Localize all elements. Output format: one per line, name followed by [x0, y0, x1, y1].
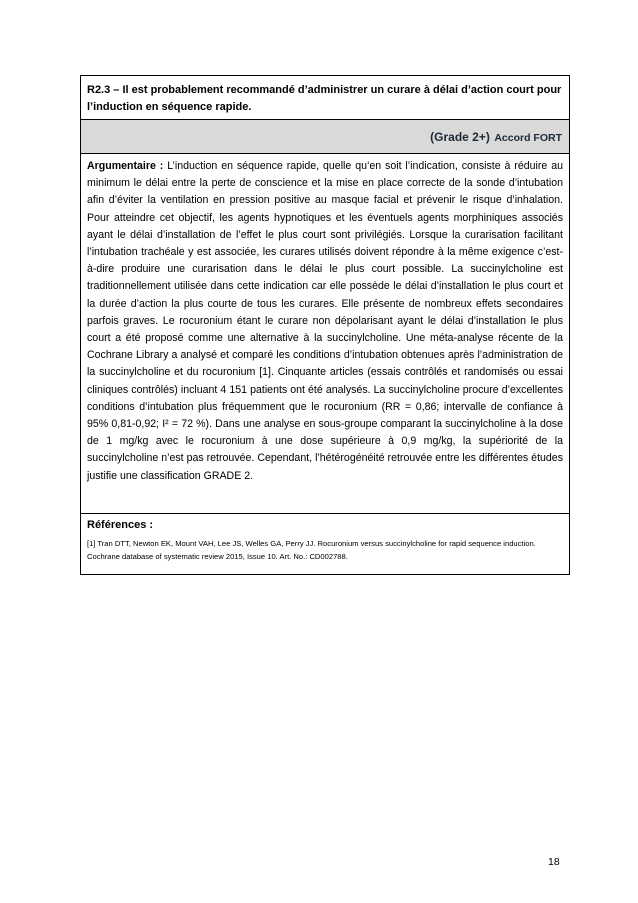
recommendation-table: [80, 75, 570, 575]
argumentaire-label: Argumentaire :: [87, 160, 164, 172]
recommendation-title-text: R2.3 – Il est probablement recommandé d’administrer un curare à délai d’action court pour l’induction en séquence rapide.: [87, 84, 562, 113]
references-section: [81, 514, 569, 574]
accord-label: Accord FORT: [494, 132, 562, 144]
recommendation-title: [81, 76, 569, 120]
reference-item: [1] Tran DTT, Newton EK, Mount VAH, Lee JS, Welles GA, Perry JJ. Rocuronium versus succinylcholine for rapid sequence induction. Cochrane database of systematic review 2015, Issue 10. Art. No.: CD002788.: [87, 539, 536, 561]
grade-label: (Grade 2+): [430, 130, 490, 144]
argumentaire-paragraph: [87, 158, 563, 485]
page-number: 18: [548, 856, 560, 868]
argumentaire-text: L’induction en séquence rapide, quelle qu’en soit l’indication, consiste à réduire au minimum le délai entre la perte de conscience et la mise en place correcte de la sonde d’intubation afin d’éviter la ventilation en pression positive au masque facial et prévenir le risque d’inhalation. Pour atteindre cet objectif, les agents hypnotiques et les éventuels agents morphiniques associés ayant le délai d’installation de l’effet le plus court sont privilégiés. Lorsque la curarisation facilitant l’intubation trachéale y est associée, les curares utilisés doivent répondre à la même exigence c’est-à-dire produire une curarisation dans le délai le plus court possible. La succinylcholine est traditionnellement utilisée dans cette indication car elle possède le délai d’installation le plus court et la durée d’action la plus courte de tous les curares. Elle présente de nombreux effets secondaires parfois graves. Le rocuronium étant le curare non dépolarisant ayant le délai d’installation le plus court a été proposé comme une alternative à la succinylcholine. Une méta-analyse récente de la Cochrane Library a analysé et comparé les conditions d’intubation obtenues après l’administration de la succinylcholine et du rocuronium [1]. Cinquante articles (essais contrôlés et randomisés ou essai cliniques contrôlés) incluant 4 151 patients ont été analysés. La succinylcholine procure d’excellentes conditions d’intubation plus fréquemment que le rocuronium (RR = 0,86; intervalle de confiance à 95% 0,81-0,92; I² = 72 %). Dans une analyse en sous-groupe comparant la succinylcholine à la dose de 1 mg/kg avec le rocuronium à une dose supérieure à 0,9 mg/kg, la supériorité de la succinylcholine n’est pas retrouvée. Cependant, l’hétérogénéité retrouvée entre les différentes études justifie une classification GRADE 2.: [87, 160, 563, 482]
grade-row: [81, 120, 569, 154]
argumentaire-section: [81, 154, 569, 514]
references-label: Références :: [87, 519, 154, 531]
